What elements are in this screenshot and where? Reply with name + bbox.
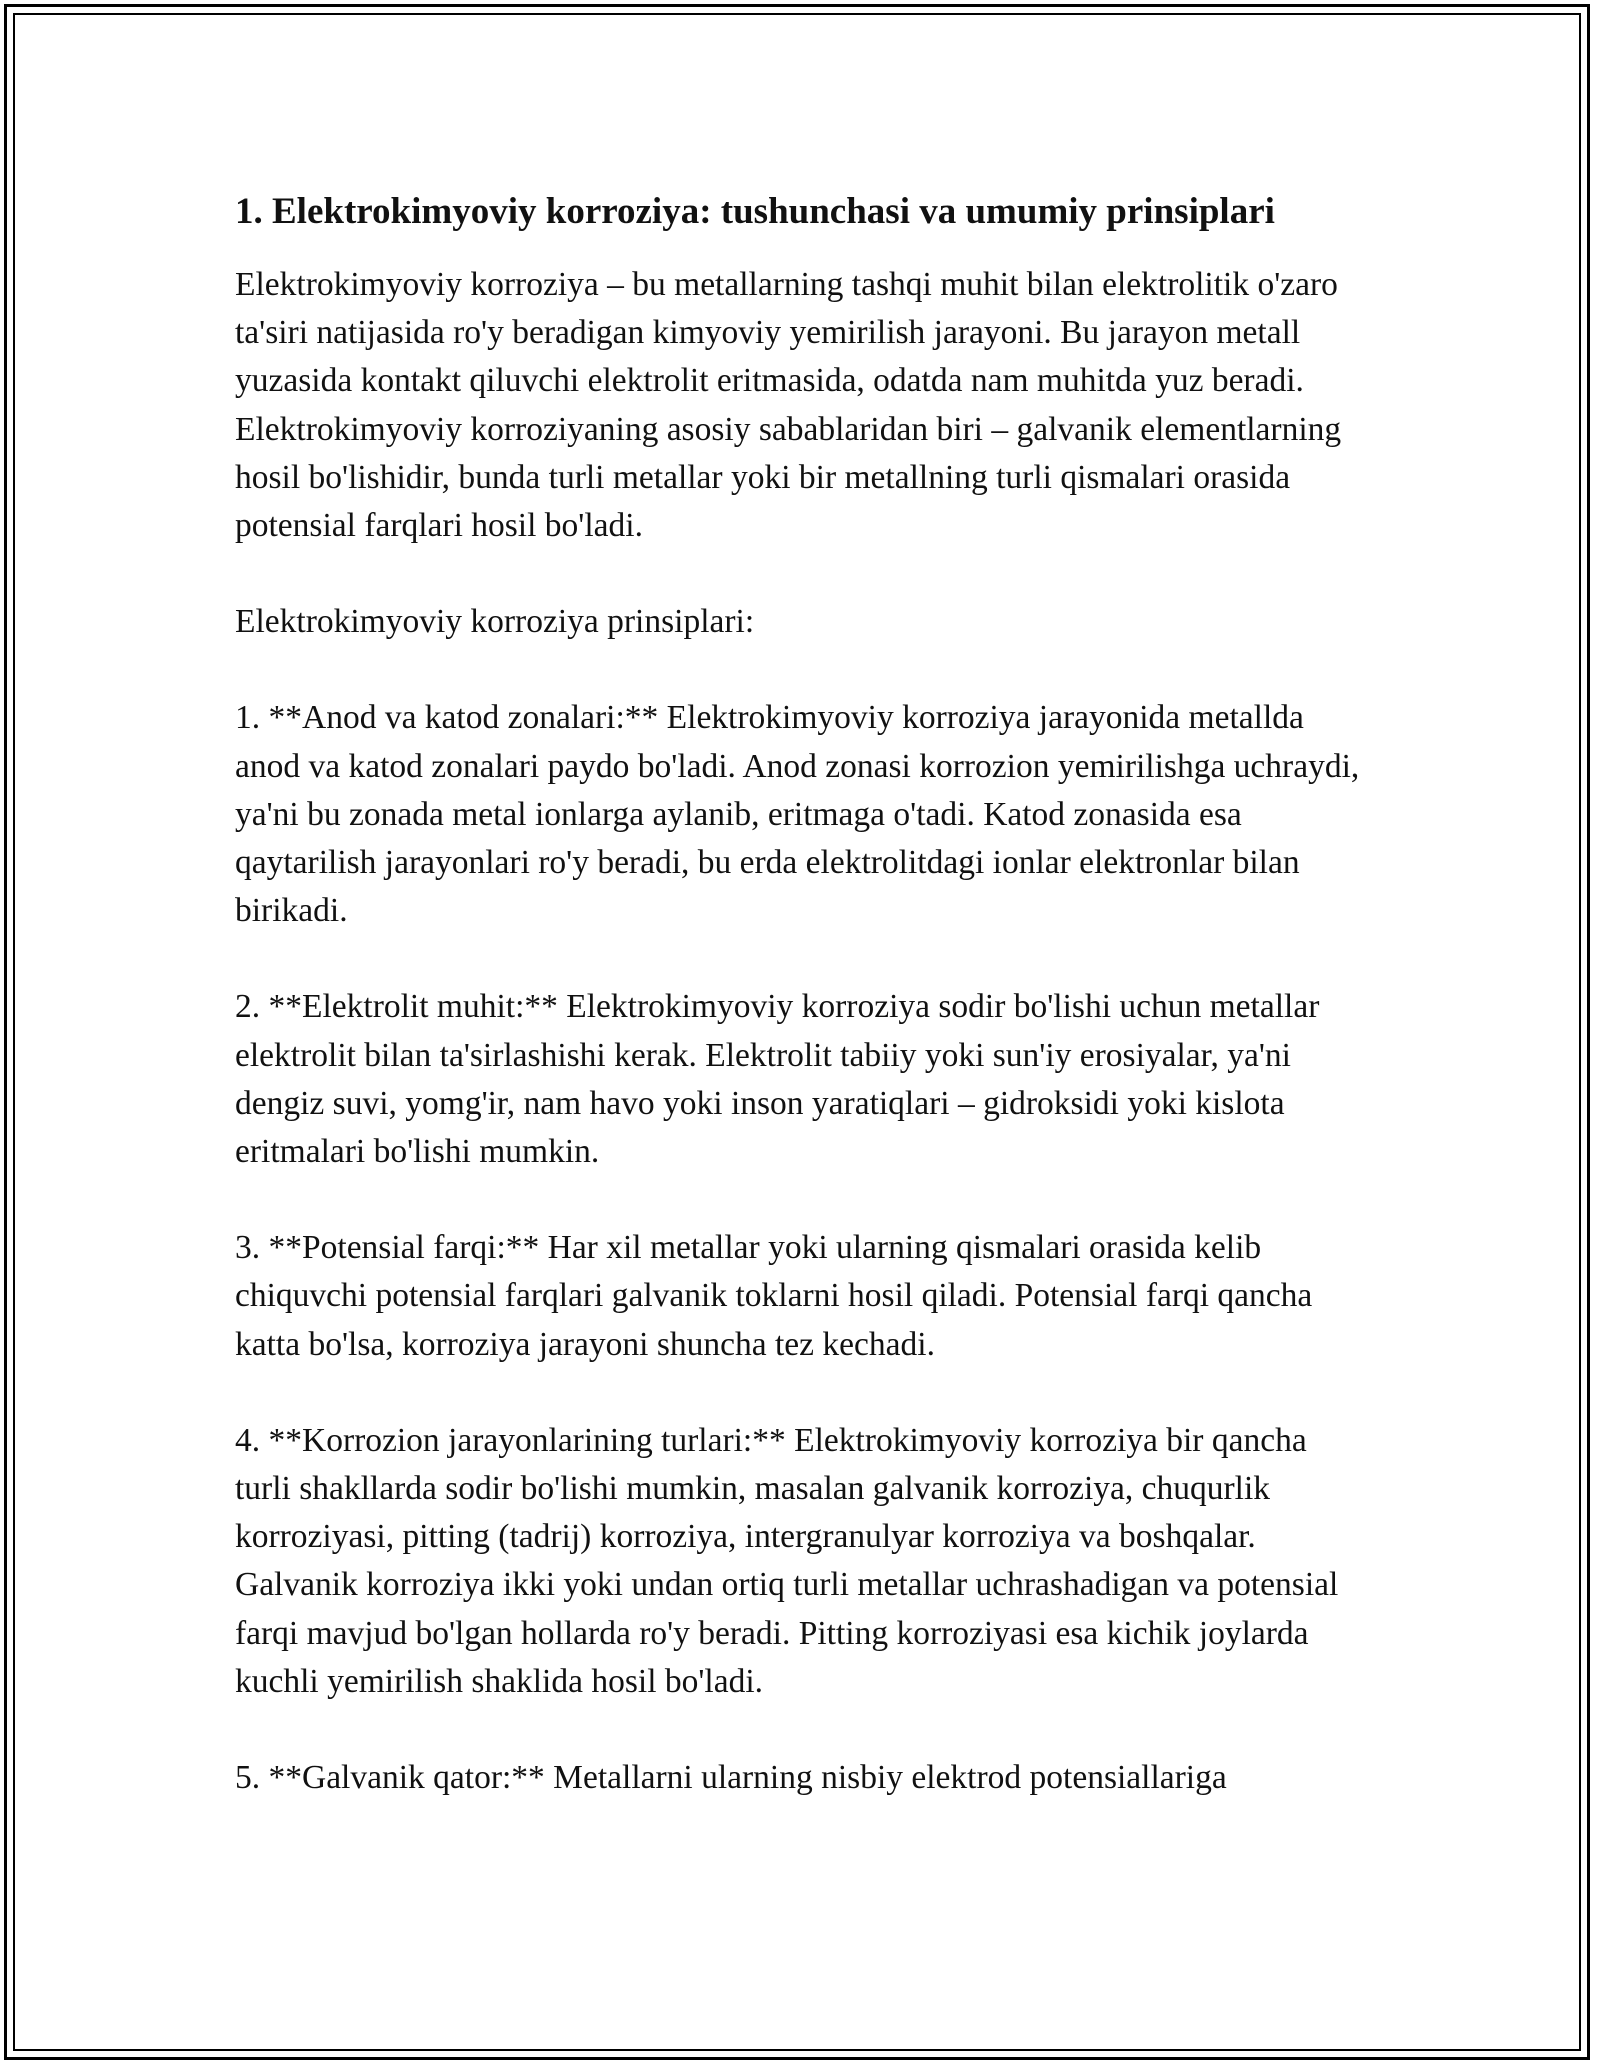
document-title: 1. Elektrokimyoviy korroziya: tushunchasi va umumiy prinsiplari [235,191,1275,232]
principle-item-1: 1. **Anod va katod zonalari:** Elektrokimyoviy korroziya jarayonida metallda anod va katod zonalari paydo bo'ladi. Anod zonasi korrozion yemirilishga uchraydi, ya'ni bu zonada metal ionlarga aylanib, eritmaga o'tadi. Katod zonasida esa qaytarilish jarayonlari ro'y beradi, bu erda elektrolitdagi ionlar elektronlar bilan birikadi. [235,699,1360,930]
document-body [235,185,1365,1850]
intro-paragraph: Elektrokimyoviy korroziya – bu metallarning tashqi muhit bilan elektrolitik o'zaro ta'siri natijasida ro'y beradigan kimyoviy yemirilish jarayoni. Bu jarayon metall yuzasida kontakt qiluvchi elektrolit eritmasida, odatda nam muhitda yuz beradi. Elektrokimyoviy korroziyaning asosiy sabablaridan biri – galvanik elementlarning hosil bo'lishidir, bunda turli metallar yoki bir metallning turli qismalari orasida potensial farqlari hosil bo'ladi. [235,266,1342,545]
principles-heading: Elektrokimyoviy korroziya prinsiplari: [235,603,755,641]
principle-item-5: 5. **Galvanik qator:** Metallarni ularning nisbiy elektrod potensiallariga [235,1759,1227,1797]
principle-item-3: 3. **Potensial farqi:** Har xil metallar yoki ularning qismalari orasida kelib chiquvchi potensial farqlari galvanik toklarni hosil qiladi. Potensial farqi qancha katta bo'lsa, korroziya jarayoni shuncha tez kechadi. [235,1229,1313,1363]
principle-item-2: 2. **Elektrolit muhit:** Elektrokimyoviy korroziya sodir bo'lishi uchun metallar elektrolit bilan ta'sirlashishi kerak. Elektrolit tabiiy yoki sun'iy erosiyalar, ya'ni dengiz suvi, yomg'ir, nam havo yoki inson yaratiqlari – gidroksidi yoki kislota eritmalari bo'lishi mumkin. [235,988,1320,1171]
principle-item-4: 4. **Korrozion jarayonlarining turlari:** Elektrokimyoviy korroziya bir qancha turli shakllarda sodir bo'lishi mumkin, masalan galvanik korroziya, chuqurlik korroziyasi, pitting (tadrij) korroziya, intergranulyar korroziya va boshqalar. Galvanik korroziya ikki yoki undan ortiq turli metallar uchrashadigan va potensial farqi mavjud bo'lgan hollarda ro'y beradi. Pitting korroziyasi esa kichik joylarda kuchli yemirilish shaklida hosil bo'ladi. [235,1421,1339,1700]
